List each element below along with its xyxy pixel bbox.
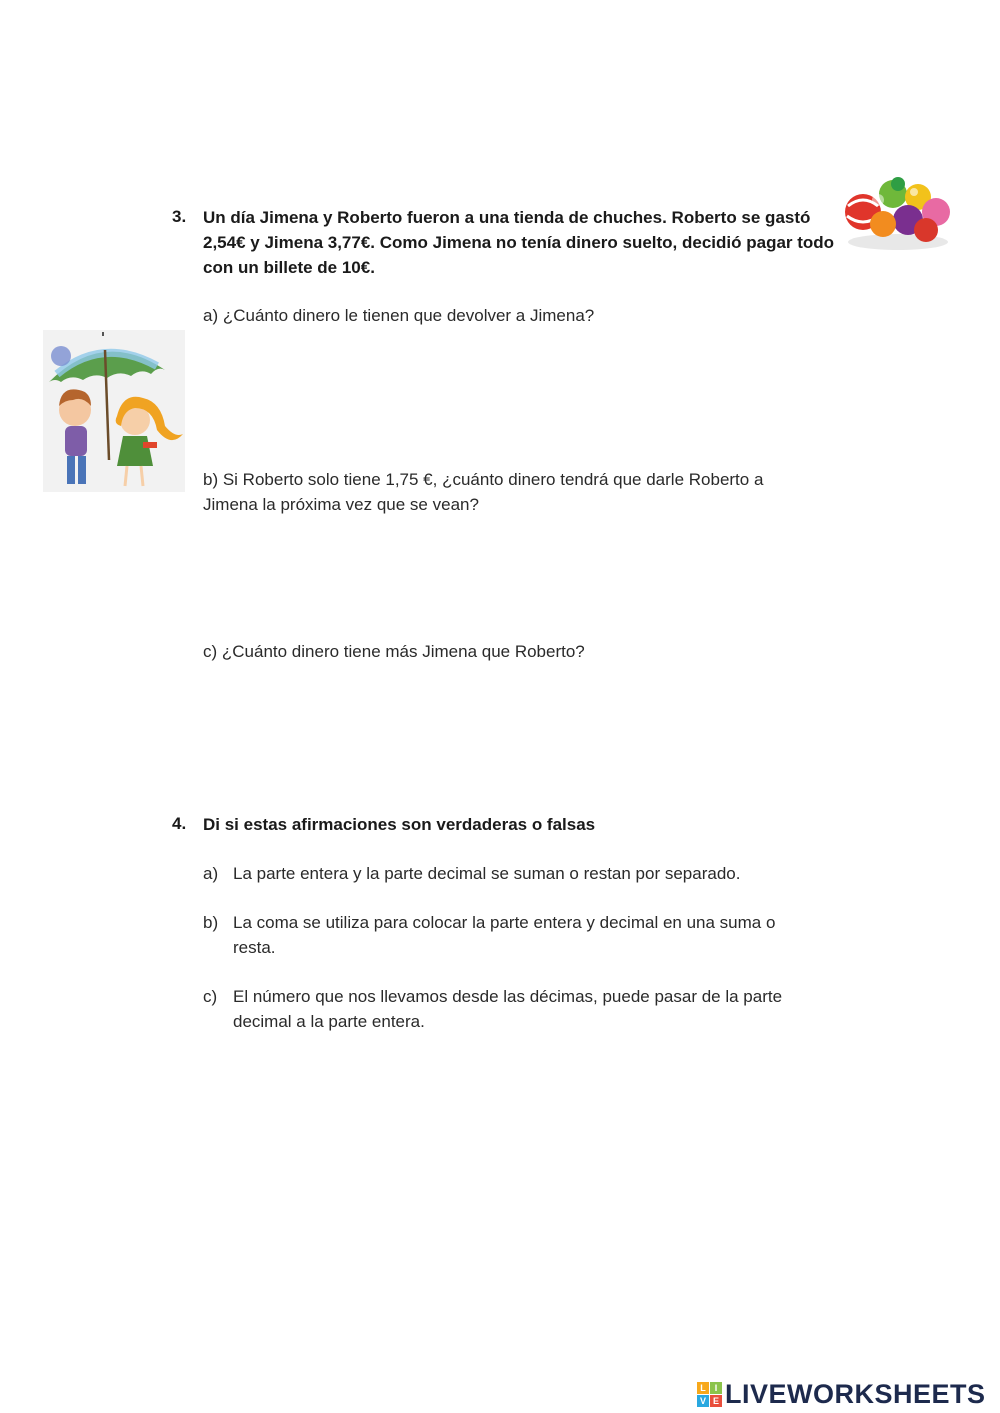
question-3-part-a: a) ¿Cuánto dinero le tienen que devolver a Jimena? [203,306,595,325]
statement-a-text [233,861,863,886]
logo-badge-letter: E [710,1395,722,1407]
statement-line: 2,54€ y Jimena 3,77€. Como Jimena no tenía dinero suelto, decidió pagar todo [203,233,835,252]
logo-badge [697,1382,722,1407]
question-3-part-c: c) ¿Cuánto dinero tiene más Jimena que Roberto? [203,642,585,661]
liveworksheets-logo [697,1378,986,1410]
part-b-line: b) Si Roberto solo tiene 1,75 €, ¿cuánto dinero tendrá que darle Roberto a [203,470,764,489]
question-4-title: Di si estas afirmaciones son verdaderas o falsas [203,815,596,834]
statement-line: El número que nos llevamos desde las décimas, puede pasar de la parte [233,987,783,1006]
statement-b-text [233,910,863,960]
statement-line: La coma se utiliza para colocar la parte entera y decimal en una suma o [233,913,776,932]
part-b-line: Jimena la próxima vez que se vean? [203,495,479,514]
statement-c-letter: c) [203,987,218,1006]
statement-a-letter: a) [203,864,219,883]
logo-badge-letter: I [710,1382,722,1394]
logo-wordmark: LIVEWORKSHEETS [725,1378,986,1409]
candy-illustration [838,172,953,254]
logo-badge-letter: V [697,1395,709,1407]
statement-c-text [233,984,863,1034]
children-umbrella-illustration [43,330,185,492]
statement-b-letter: b) [203,913,219,932]
statement-line: Un día Jimena y Roberto fueron a una tienda de chuches. Roberto se gastó [203,208,811,227]
question-4-number: 4. [172,814,187,833]
statement-line: resta. [233,938,276,957]
question-3-number: 3. [172,207,187,226]
statement-line: decimal a la parte entera. [233,1012,425,1031]
logo-badge-letter: L [697,1382,709,1394]
question-3-part-b [203,467,863,517]
statement-line: con un billete de 10€. [203,258,375,277]
statement-line: La parte entera y la parte decimal se suman o restan por separado. [233,864,741,883]
question-3-statement [203,205,863,280]
